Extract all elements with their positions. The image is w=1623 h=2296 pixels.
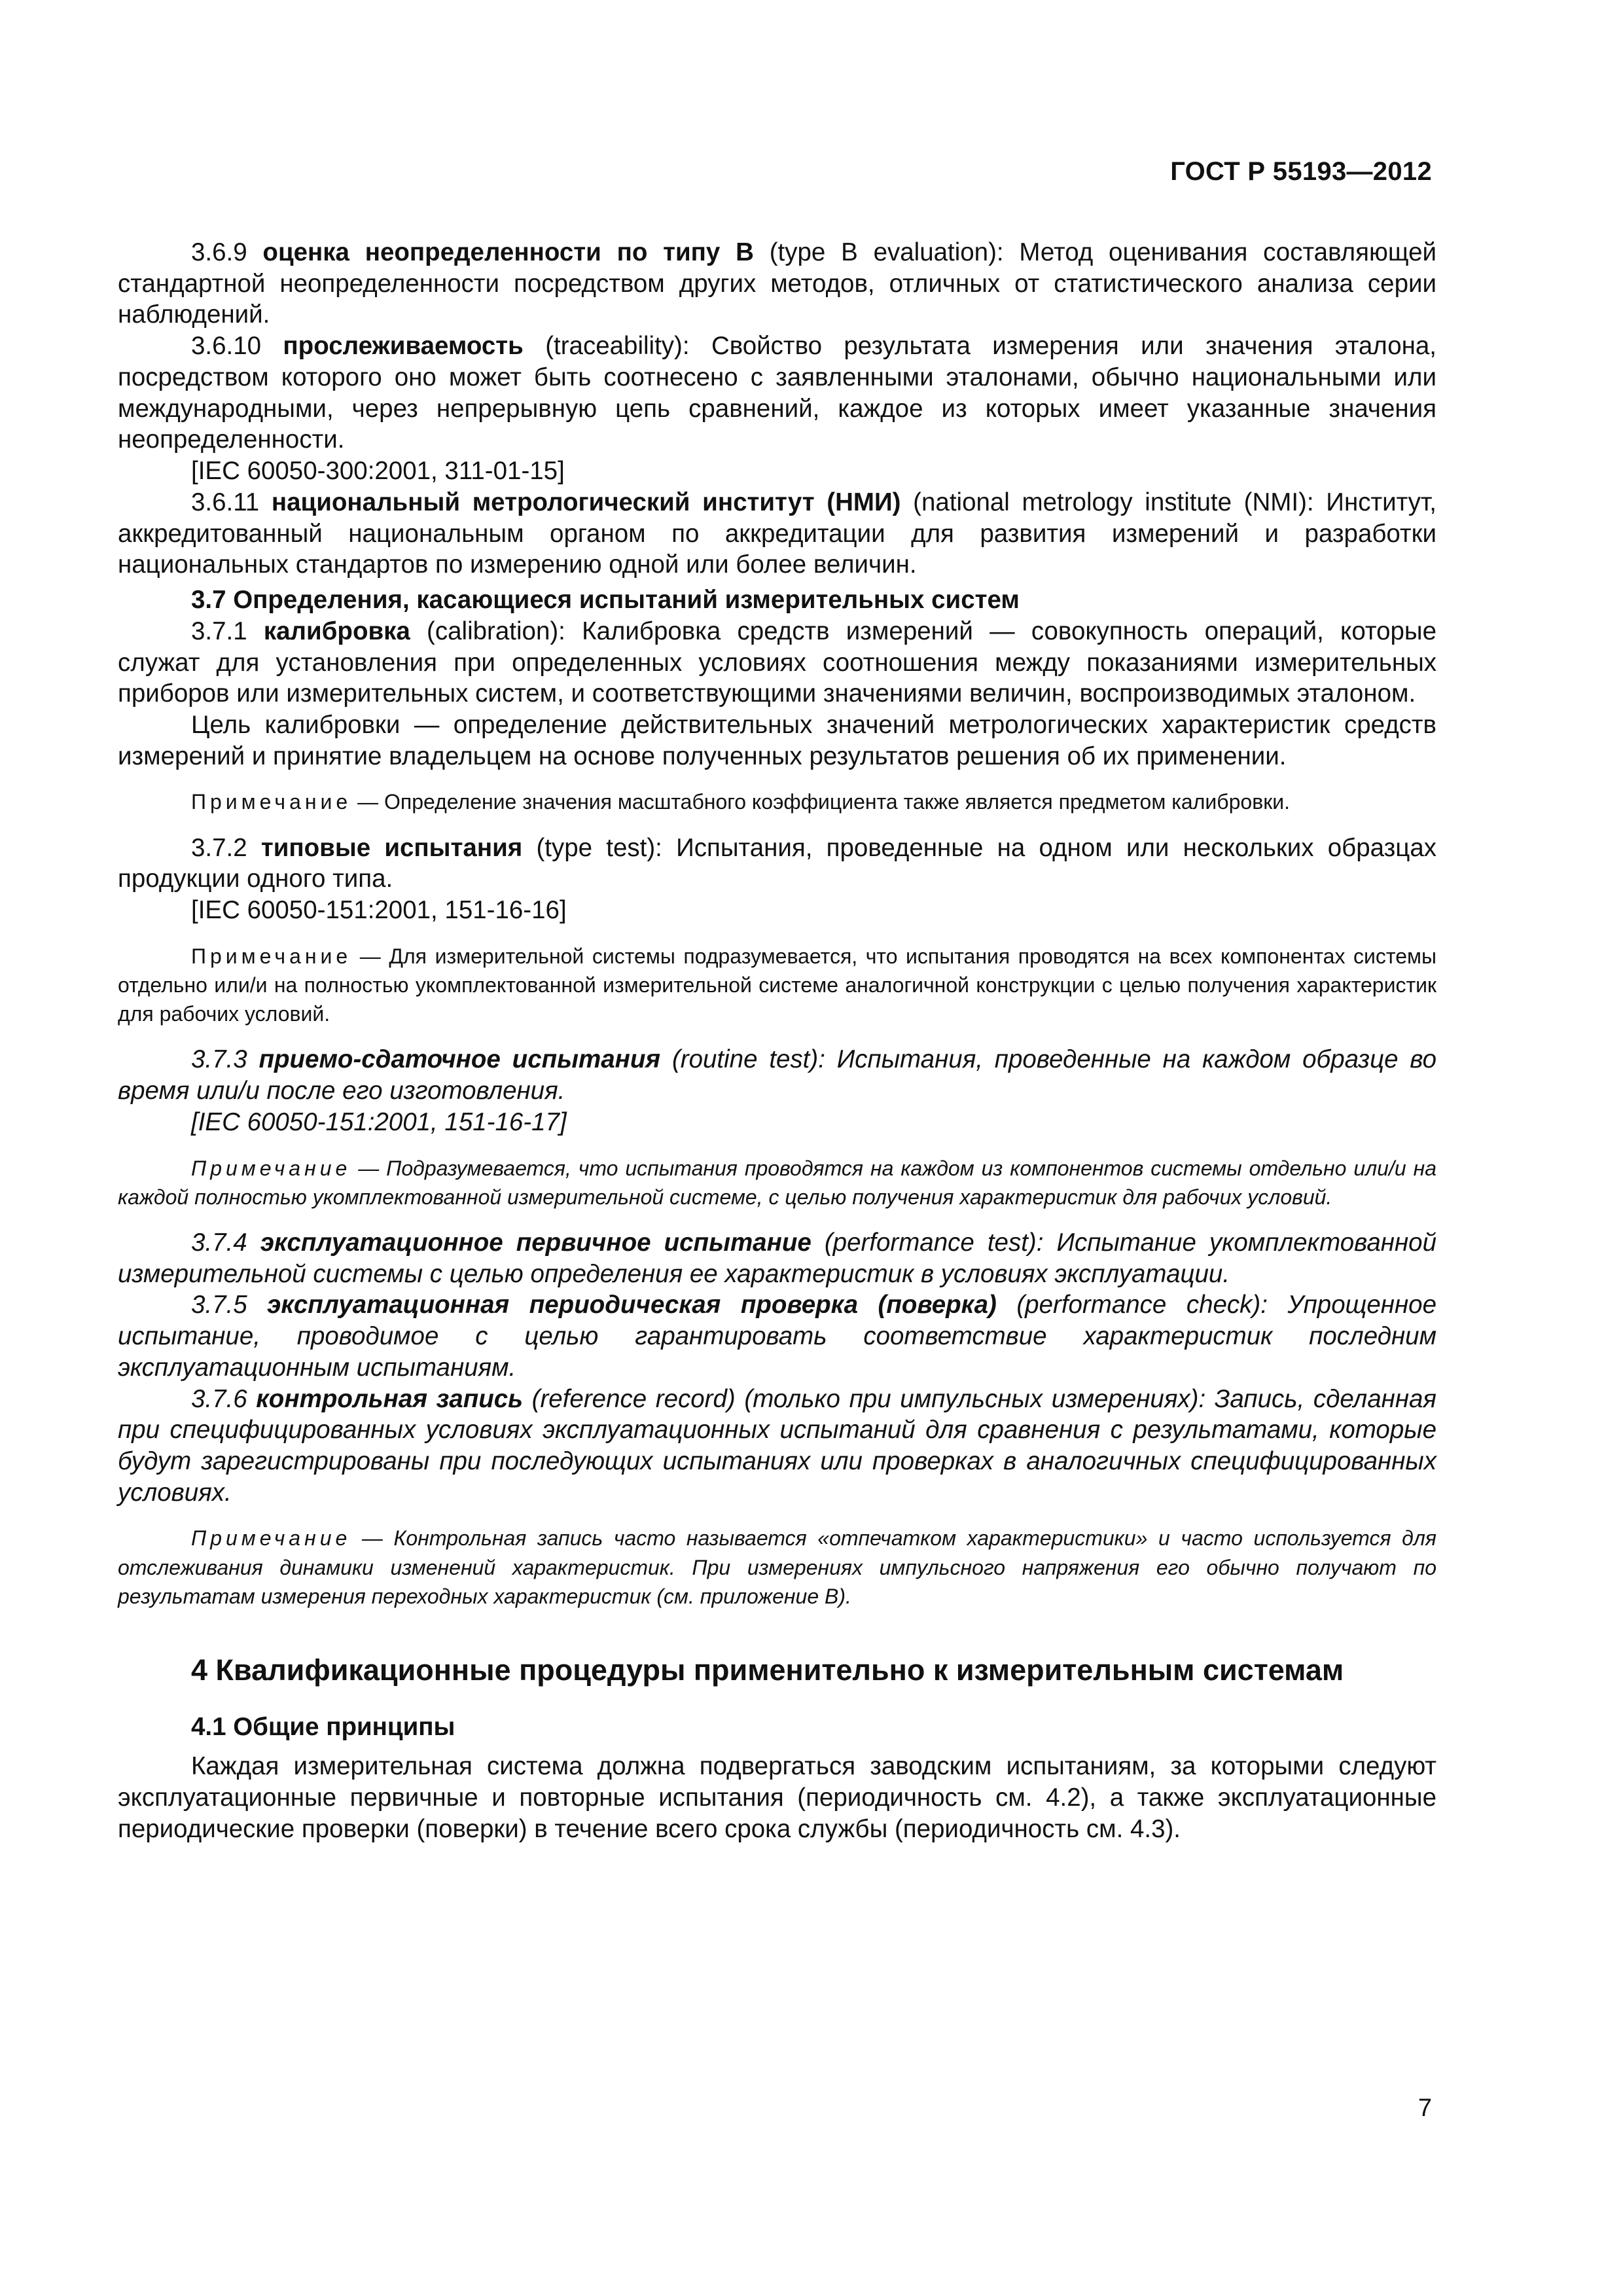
definition-3-7-4: 3.7.4 эксплуатационное первичное испытание (performance test): Испытание укомплектованной измерительной системы с целью определения ее характеристик в условиях эксплуатации. <box>118 1228 1436 1288</box>
definition-3-7-3: 3.7.3 приемо-сдаточное испытания (routine test): Испытания, проведенные на каждом образце во время или/и после его изготовления. <box>118 1045 1436 1105</box>
paragraph: Цель калибровки — определение действительных значений метрологических характеристик средств измерений и принятие владельцем на основе полученных результатов решения об их применении. <box>118 711 1436 770</box>
document-header: ГОСТ Р 55193—2012 <box>1170 157 1432 186</box>
note: Примечание — Контрольная запись часто называется «отпечатком характеристики» и часто используется для отслеживания динамики изменений характеристик. При измерениях импульсного напряжения его обычно получают по результатам измерения переходных характеристик (см. приложение В). <box>118 1526 1436 1608</box>
definition-3-7-5: 3.7.5 эксплуатационная периодическая проверка (поверка) (performance check): Упрощенное испытание, проводимое с целью гарантировать соответствие характеристик последним эксплуатационным испытаниям. <box>118 1291 1436 1382</box>
term: прослеживаемость <box>283 332 524 361</box>
document-body <box>118 237 1436 1844</box>
definition-3-6-11: 3.6.11 национальный метрологический институт (НМИ) (national metrology institute (NMI): Институт, аккредитованный национальным органом по аккредитации для развития измерений и разработки национальных стандартов по измерению одной или более величин. <box>118 488 1436 579</box>
italic-block-3-7-3 <box>118 1044 1436 1611</box>
section-3-7-heading: 3.7 Определения, касающиеся испытаний измерительных систем <box>191 586 1020 615</box>
definition-3-6-10: 3.6.10 прослеживаемость (traceability): Свойство результата измерения или значения эталона, посредством которого оно может быть соотнесено с заявленными эталонами, обычно национальными или международными, через непрерывную цепь сравнений, каждое из которых имеет указанные значения неопределенности. <box>118 332 1436 454</box>
citation: [IEC 60050-151:2001, 151-16-16] <box>191 896 567 925</box>
note: Примечание — Подразумевается, что испытания проводятся на каждом из компонентов системы отдельно или/и на каждой полностью укомплектованной измерительной системе, с целью получения характеристик для рабочих условий. <box>118 1156 1436 1209</box>
citation: [IEC 60050-300:2001, 311-01-15] <box>191 457 565 486</box>
note: Примечание — Определение значения масштабного коэффициента также является предметом калибровки. <box>191 790 1290 814</box>
section-4-1-heading: 4.1 Общие принципы <box>191 1713 455 1742</box>
definition-3-6-9: 3.6.9 оценка неопределенности по типу В (type B evaluation): Метод оценивания составляющей стандартной неопределенности посредством других методов, отличных от статистического анализа серии наблюдений. <box>118 238 1436 329</box>
term: калибровка <box>263 617 410 645</box>
section-4-heading: 4 Квалификационные процедуры применительно к измерительным системам <box>191 1653 1344 1687</box>
paragraph-4-1: Каждая измерительная система должна подвергаться заводским испытаниям, за которыми следуют эксплуатационные первичные и повторные испытания (периодичность см. 4.2), а также эксплуатационные периодические проверки (поверки) в течение всего срока службы (периодичность см. 4.3). <box>118 1752 1436 1843</box>
term: типовые испытания <box>260 833 523 862</box>
definition-3-7-2: 3.7.2 типовые испытания (type test): Испытания, проведенные на одном или нескольких образцах продукции одного типа. <box>118 833 1436 893</box>
term: эксплуатационная периодическая проверка (поверка) <box>267 1291 997 1319</box>
term: приемо-сдаточное испытания <box>259 1045 661 1074</box>
term: эксплуатационное первичное испытание <box>260 1228 812 1257</box>
page-number: 7 <box>1418 2094 1432 2122</box>
definition-3-7-1: 3.7.1 калибровка (calibration): Калибровка средств измерений — совокупность операций, которые служат для установления при определенных условиях соотношения между показаниями измерительных приборов или измерительных систем, и соответствующими значениями величин, воспроизводимых эталоном. <box>118 617 1436 708</box>
term: оценка неопределенности по типу В <box>262 238 754 266</box>
term: национальный метрологический институт (НМИ) <box>271 488 901 516</box>
note: Примечание — Для измерительной системы подразумевается, что испытания проводятся на всех компонентах системы отдельно или/и на полностью укомплектованной измерительной системе аналогичной конструкции с целью получения характеристик для рабочих условий. <box>118 944 1436 1026</box>
citation: [IEC 60050-151:2001, 151-16-17] <box>191 1107 567 1136</box>
term: контрольная запись <box>256 1384 524 1413</box>
definition-3-7-6: 3.7.6 контрольная запись (reference record) (только при импульсных измерениях): Запись, сделанная при специфицированных условиях эксплуатационных испытаний для сравнения с результатами, которые будут зарегистрированы при последующих испытаниях или проверках в аналогичных специфицированных условиях. <box>118 1384 1436 1507</box>
